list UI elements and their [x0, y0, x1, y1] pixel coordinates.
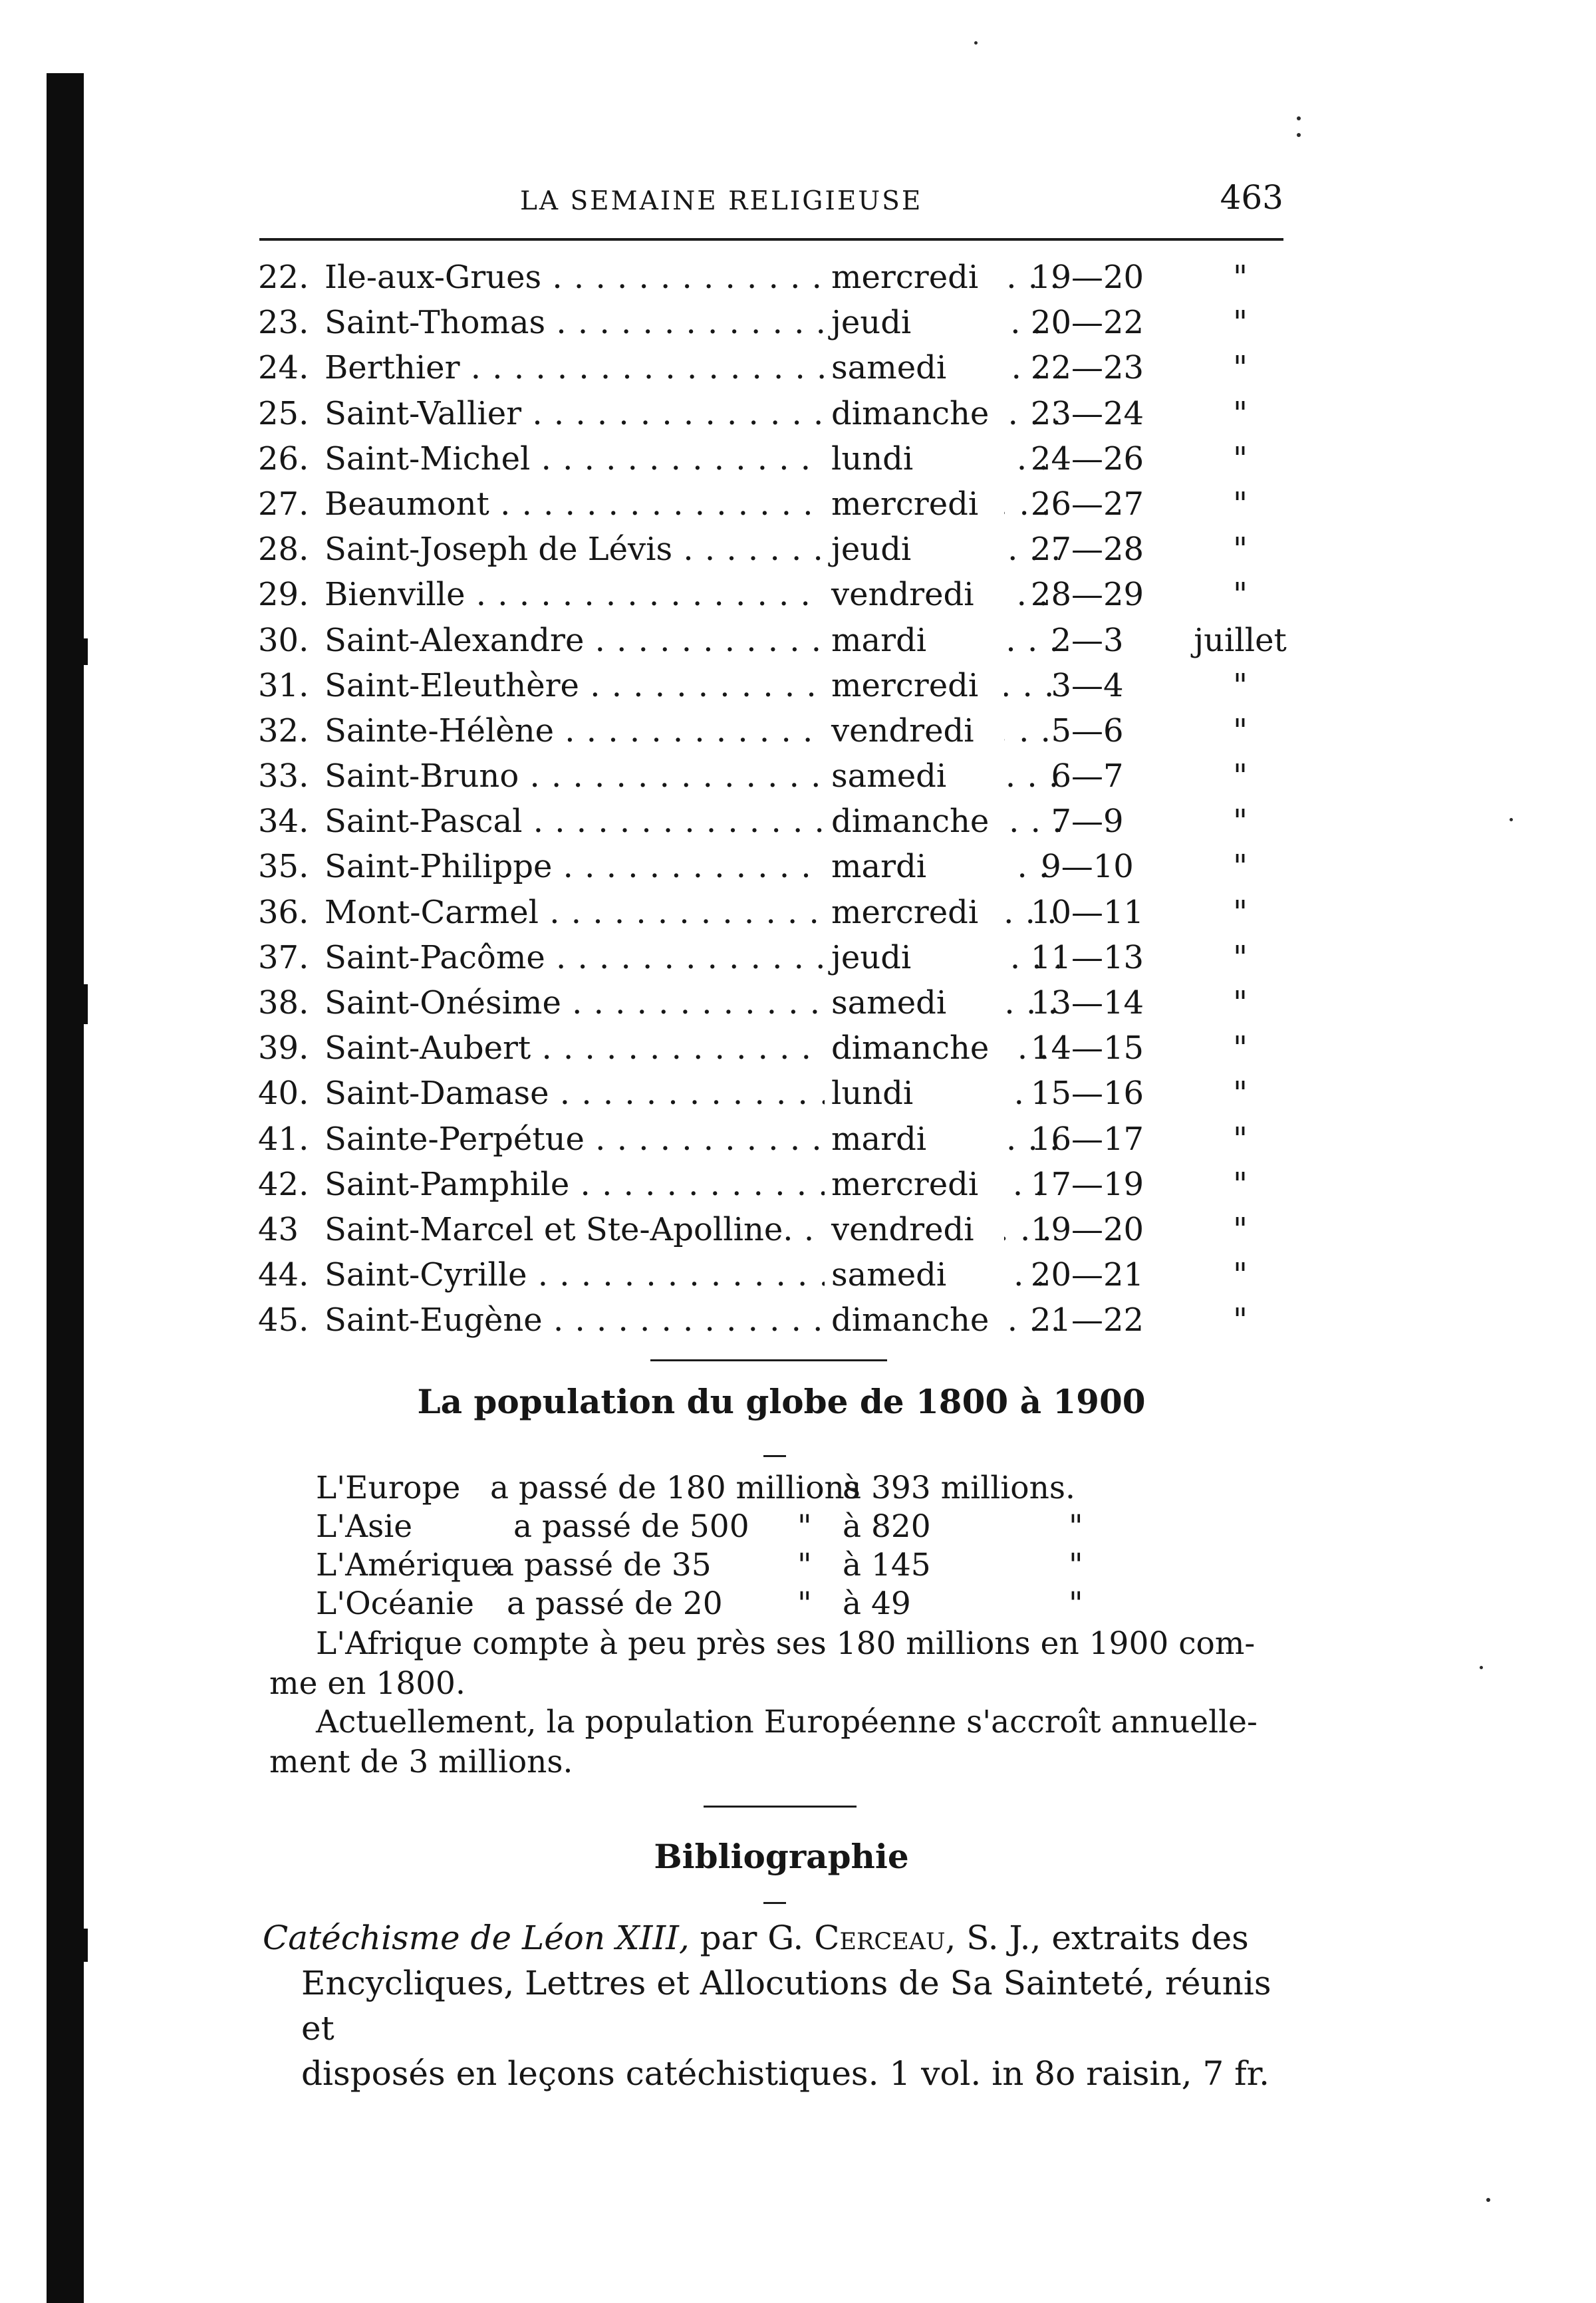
- bibliography-title: Bibliographie: [654, 1837, 909, 1876]
- date-range: 19—20: [1030, 259, 1144, 296]
- month-mark: ": [1232, 259, 1248, 296]
- binding-edge-mark: [81, 1929, 88, 1962]
- title-underline: [763, 1902, 786, 1904]
- weekday: mardi: [825, 618, 1004, 663]
- from-value: a passé de 20: [507, 1585, 723, 1622]
- parish-name: Saint-Eugène . . .: [325, 1297, 1059, 1343]
- date-range: 19—20: [1030, 1210, 1144, 1248]
- entry-number: 29.: [258, 576, 309, 614]
- africa-paragraph: [269, 1624, 1300, 1704]
- to-value: à 820: [843, 1508, 931, 1545]
- print-speck: [1486, 2198, 1490, 2202]
- author-name: Cerceau: [814, 1919, 946, 1957]
- entry-number: 26.: [258, 440, 309, 477]
- weekday: jeudi: [825, 300, 1004, 345]
- schedule-row: [258, 1297, 1295, 1343]
- schedule-row: [258, 300, 1295, 345]
- month-mark: ": [1232, 1120, 1248, 1158]
- growth-paragraph: [269, 1702, 1300, 1782]
- schedule-row: [258, 980, 1295, 1025]
- date-range: 24—26: [1030, 440, 1144, 477]
- parish-name: Saint-Thomas . . .: [325, 300, 1059, 345]
- parish-name: Saint-Damase . . .: [325, 1071, 1059, 1116]
- schedule-row: [258, 663, 1295, 708]
- date-range: 10—11: [1030, 893, 1144, 931]
- ditto-mark: ": [797, 1508, 812, 1545]
- schedule-row: [258, 844, 1295, 889]
- page-binding-edge: [47, 73, 84, 2303]
- schedule-row: [258, 618, 1295, 663]
- bibliography-line: disposés en leçons catéchistiques. 1 vol. in 8o raisin, 7 fr.: [301, 2054, 1269, 2093]
- ditto-mark: ": [797, 1585, 812, 1622]
- weekday: dimanche: [825, 799, 1004, 844]
- weekday: samedi: [825, 345, 1004, 390]
- entry-number: 43: [258, 1210, 299, 1248]
- month-mark: ": [1232, 1075, 1248, 1113]
- entry-number: 42.: [258, 1165, 309, 1203]
- section-divider: [704, 1806, 857, 1808]
- parish-name: Saint-Aubert . . .: [325, 1025, 1059, 1071]
- schedule-row: [258, 1252, 1295, 1297]
- ditto-mark: ": [1069, 1585, 1083, 1622]
- parish-name: Sainte-Perpétue . . .: [325, 1117, 1059, 1162]
- entry-number: 24.: [258, 349, 309, 387]
- bibliography-line: [263, 1919, 1249, 1957]
- weekday: mercredi: [825, 481, 1004, 527]
- weekday: mardi: [825, 844, 1004, 889]
- schedule-row: [258, 753, 1295, 799]
- date-range: 27—28: [1030, 531, 1144, 569]
- bibliography-text: , S. J., extraits des: [945, 1919, 1249, 1957]
- parish-name: Saint-Onésime . . .: [325, 980, 1059, 1025]
- by-text: par G.: [689, 1919, 815, 1957]
- page-number: 463: [1220, 178, 1283, 217]
- entry-number: 38.: [258, 984, 309, 1021]
- entry-number: 36.: [258, 893, 309, 931]
- month-mark: ": [1232, 984, 1248, 1021]
- month-mark: ": [1232, 485, 1248, 523]
- parish-name: Saint-Pascal . . .: [325, 799, 1059, 844]
- weekday: mercredi: [825, 255, 1004, 300]
- weekday: jeudi: [825, 935, 1004, 980]
- schedule-row: [258, 1071, 1295, 1116]
- date-range: 20—22: [1030, 304, 1144, 342]
- month-mark: ": [1232, 1301, 1248, 1339]
- date-range: 7—9: [1051, 803, 1124, 841]
- date-range: 21—22: [1030, 1301, 1144, 1339]
- parish-name: Saint-Marcel et Ste-Apolline. . . .: [325, 1207, 1059, 1252]
- visit-schedule: [258, 255, 1295, 1343]
- entry-number: 30.: [258, 621, 309, 659]
- parish-name: Saint-Cyrille . . .: [325, 1252, 1059, 1297]
- entry-number: 34.: [258, 803, 309, 841]
- weekday: jeudi: [825, 527, 1004, 572]
- month-mark: ": [1232, 893, 1248, 931]
- from-value: a passé de 500: [513, 1508, 749, 1545]
- region-label: L'Océanie: [316, 1585, 474, 1622]
- from-value: a passé de 180 millions: [490, 1470, 861, 1506]
- month-mark: ": [1232, 666, 1248, 704]
- to-value: à 49: [843, 1585, 911, 1622]
- binding-edge-mark: [81, 638, 88, 665]
- parish-name: Berthier . . .: [325, 345, 1059, 390]
- weekday: vendredi: [825, 572, 1004, 617]
- entry-number: 33.: [258, 757, 309, 795]
- entry-number: 44.: [258, 1256, 309, 1294]
- month-mark: ": [1232, 938, 1248, 976]
- entry-number: 31.: [258, 666, 309, 704]
- entry-number: 45.: [258, 1301, 309, 1339]
- schedule-row: [258, 255, 1295, 300]
- date-range: 2—3: [1051, 621, 1124, 659]
- weekday: samedi: [825, 753, 1004, 799]
- entry-number: 35.: [258, 848, 309, 886]
- parish-name: Sainte-Hélène . . .: [325, 708, 1059, 753]
- entry-number: 22.: [258, 259, 309, 296]
- header-rule: [259, 238, 1283, 241]
- month-mark: ": [1232, 531, 1248, 569]
- weekday: vendredi: [825, 708, 1004, 753]
- weekday: vendredi: [825, 1207, 1004, 1252]
- month-mark: ": [1232, 1256, 1248, 1294]
- weekday: lundi: [825, 1071, 1004, 1116]
- print-speck: [974, 41, 978, 45]
- ditto-mark: ": [1069, 1508, 1083, 1545]
- entry-number: 37.: [258, 938, 309, 976]
- region-label: L'Amérique: [316, 1547, 500, 1583]
- schedule-row: [258, 1207, 1295, 1252]
- date-range: 5—6: [1051, 712, 1124, 749]
- schedule-row: [258, 1025, 1295, 1071]
- entry-number: 41.: [258, 1120, 309, 1158]
- weekday: samedi: [825, 1252, 1004, 1297]
- date-range: 16—17: [1030, 1120, 1144, 1158]
- entry-number: 39.: [258, 1029, 309, 1067]
- bibliography-line: Encycliques, Lettres et Allocutions de Sa Sainteté, réunis et: [301, 1964, 1271, 2048]
- entry-number: 27.: [258, 485, 309, 523]
- weekday: dimanche: [825, 1025, 1004, 1071]
- region-label: L'Asie: [316, 1508, 413, 1545]
- schedule-row: [258, 572, 1295, 617]
- binding-edge-mark: [81, 984, 88, 1024]
- schedule-row: [258, 1162, 1295, 1207]
- parish-name: Saint-Eleuthère . . .: [325, 663, 1059, 708]
- schedule-row: [258, 481, 1295, 527]
- weekday: mercredi: [825, 890, 1004, 935]
- month-mark: ": [1232, 712, 1248, 749]
- entry-number: 23.: [258, 304, 309, 342]
- month-mark: ": [1232, 440, 1248, 477]
- parish-name: Saint-Philippe . . .: [325, 844, 1059, 889]
- parish-name: Saint-Bruno . . .: [325, 753, 1059, 799]
- entry-number: 25.: [258, 394, 309, 432]
- month-mark: ": [1232, 304, 1248, 342]
- date-range: 3—4: [1051, 666, 1124, 704]
- month-mark: ": [1232, 757, 1248, 795]
- entry-number: 32.: [258, 712, 309, 749]
- print-speck: [1510, 818, 1513, 821]
- month-mark: ": [1232, 803, 1248, 841]
- date-range: 22—23: [1030, 349, 1144, 387]
- schedule-row: [258, 436, 1295, 481]
- schedule-row: [258, 890, 1295, 935]
- bibliography-entry: [263, 1915, 1300, 2096]
- month-mark: ": [1232, 349, 1248, 387]
- month-mark: ": [1232, 1165, 1248, 1203]
- parish-name: Bienville . . .: [325, 572, 1059, 617]
- month-mark: ": [1232, 1210, 1248, 1248]
- date-range: 6—7: [1051, 757, 1124, 795]
- month-mark: ": [1232, 1029, 1248, 1067]
- date-range: 13—14: [1030, 984, 1144, 1021]
- date-range: 14—15: [1030, 1029, 1144, 1067]
- to-value: à 393 millions.: [843, 1470, 1075, 1506]
- date-range: 9—10: [1041, 848, 1134, 886]
- paragraph-line: L'Afrique compte à peu près ses 180 millions en 1900 com-: [316, 1625, 1256, 1662]
- print-speck: [1297, 133, 1301, 137]
- month-mark: juillet: [1194, 621, 1287, 659]
- parish-name: Saint-Vallier . . .: [325, 391, 1059, 436]
- date-range: 26—27: [1030, 485, 1144, 523]
- weekday: dimanche: [825, 391, 1004, 436]
- page-header: [259, 178, 1283, 231]
- parish-name: Saint-Alexandre . . .: [325, 618, 1059, 663]
- print-speck: [1480, 1666, 1483, 1669]
- parish-name: Saint-Pacôme . . .: [325, 935, 1059, 980]
- work-title: Catéchisme de Léon XIII,: [263, 1919, 690, 1957]
- weekday: mardi: [825, 1117, 1004, 1162]
- date-range: 11—13: [1030, 938, 1144, 976]
- schedule-row: [258, 1117, 1295, 1162]
- parish-name: Saint-Michel . . .: [325, 436, 1059, 481]
- weekday: samedi: [825, 980, 1004, 1025]
- ditto-mark: ": [797, 1547, 812, 1583]
- month-mark: ": [1232, 394, 1248, 432]
- parish-name: Saint-Pamphile . . .: [325, 1162, 1059, 1207]
- weekday: lundi: [825, 436, 1004, 481]
- schedule-row: [258, 799, 1295, 844]
- to-value: à 145: [843, 1547, 931, 1583]
- schedule-row: [258, 708, 1295, 753]
- parish-name: Mont-Carmel . . .: [325, 890, 1059, 935]
- running-title: LA SEMAINE RELIGIEUSE: [520, 186, 923, 216]
- month-mark: ": [1232, 576, 1248, 614]
- parish-name: Saint-Joseph de Lévis . . .: [325, 527, 1059, 572]
- date-range: 28—29: [1030, 576, 1144, 614]
- weekday: mercredi: [825, 663, 1004, 708]
- date-range: 20—21: [1030, 1256, 1144, 1294]
- date-range: 23—24: [1030, 394, 1144, 432]
- schedule-row: [258, 391, 1295, 436]
- parish-name: Beaumont . . .: [325, 481, 1059, 527]
- schedule-row: [258, 527, 1295, 572]
- paragraph-line: ment de 3 millions.: [269, 1744, 573, 1780]
- paragraph-line: me en 1800.: [269, 1665, 466, 1702]
- weekday: mercredi: [825, 1162, 1004, 1207]
- schedule-row: [258, 935, 1295, 980]
- title-underline: [763, 1455, 786, 1457]
- paragraph-line: Actuellement, la population Européenne s'accroît annuelle-: [316, 1704, 1258, 1740]
- parish-name: Ile-aux-Grues . . .: [325, 255, 1059, 300]
- print-speck: [1297, 116, 1301, 120]
- weekday: dimanche: [825, 1297, 1004, 1343]
- ditto-mark: ": [1069, 1547, 1083, 1583]
- date-range: 15—16: [1030, 1075, 1144, 1113]
- entry-number: 28.: [258, 531, 309, 569]
- month-mark: ": [1232, 848, 1248, 886]
- entry-number: 40.: [258, 1075, 309, 1113]
- population-title: La population du globe de 1800 à 1900: [417, 1382, 1146, 1421]
- date-range: 17—19: [1030, 1165, 1144, 1203]
- region-label: L'Europe: [316, 1470, 461, 1506]
- section-divider: [650, 1359, 887, 1361]
- schedule-row: [258, 345, 1295, 390]
- from-value: a passé de 35: [495, 1547, 712, 1583]
